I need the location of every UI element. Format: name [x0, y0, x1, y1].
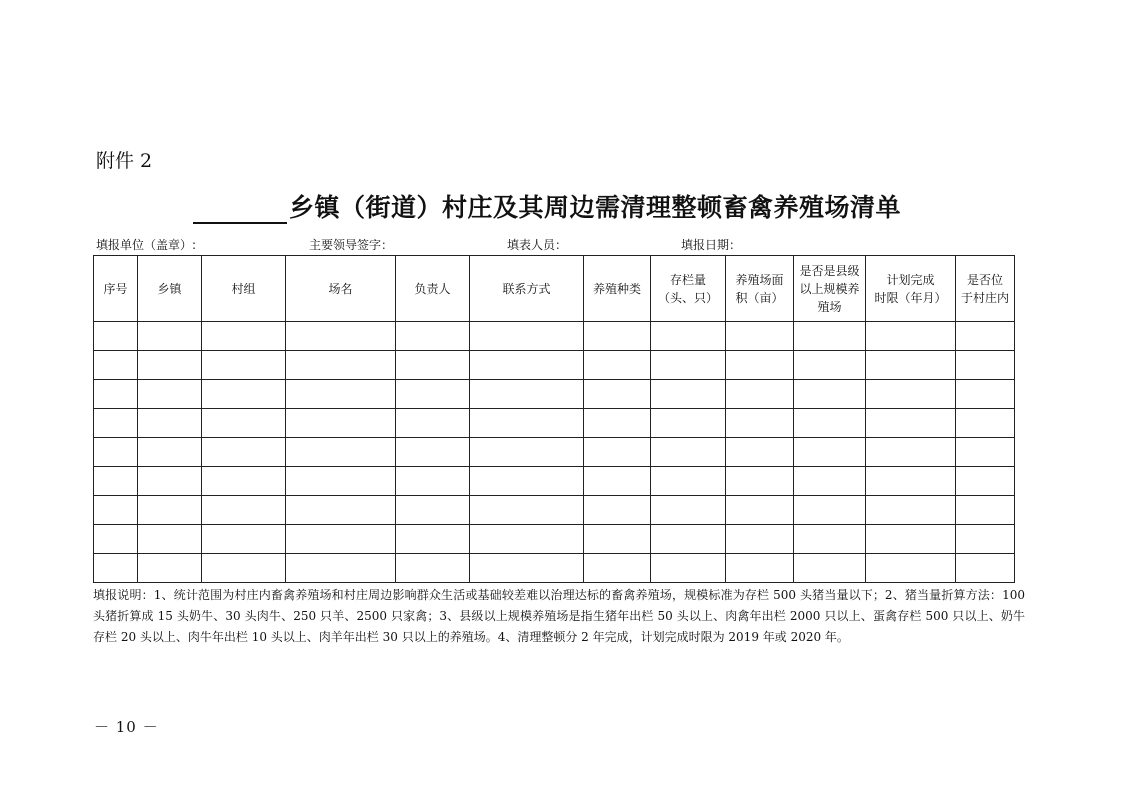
table-row [94, 438, 1015, 467]
table-cell [202, 380, 286, 409]
table-cell [286, 380, 396, 409]
table-cell [794, 554, 866, 583]
table-cell [584, 351, 651, 380]
title-blank-line [193, 194, 287, 224]
header-cell: 序号 [94, 256, 138, 322]
header-cell: 是否位 于村庄内 [956, 256, 1015, 322]
table-cell [94, 409, 138, 438]
table-row [94, 554, 1015, 583]
table-cell [138, 322, 202, 351]
table-cell [866, 438, 956, 467]
table-cell [866, 380, 956, 409]
table-cell [396, 409, 470, 438]
table-cell [726, 496, 794, 525]
table-cell [726, 554, 794, 583]
table-cell [202, 438, 286, 467]
table-cell [726, 467, 794, 496]
table-row [94, 380, 1015, 409]
table-cell [956, 322, 1015, 351]
table-cell [726, 322, 794, 351]
table-cell [138, 525, 202, 554]
table-cell [726, 380, 794, 409]
table-cell [794, 438, 866, 467]
table-cell [286, 351, 396, 380]
document-title [193, 188, 953, 228]
table-cell [726, 351, 794, 380]
table-cell [396, 467, 470, 496]
table-cell [866, 554, 956, 583]
table-cell [396, 380, 470, 409]
table-cell [584, 380, 651, 409]
table-cell [866, 467, 956, 496]
table-cell [651, 438, 726, 467]
header-cell: 场名 [286, 256, 396, 322]
annex-label: 附件 2 [96, 150, 153, 172]
table-cell [94, 322, 138, 351]
header-cell: 是否是县级 以上规模养 殖场 [794, 256, 866, 322]
table-cell [94, 467, 138, 496]
header-cell: 负责人 [396, 256, 470, 322]
table-cell [286, 409, 396, 438]
table-cell [866, 351, 956, 380]
table-cell [138, 496, 202, 525]
table-cell [794, 322, 866, 351]
table-cell [202, 322, 286, 351]
fill-info-row [96, 236, 1016, 254]
table-cell [470, 554, 584, 583]
table-cell [794, 496, 866, 525]
table-cell [396, 351, 470, 380]
table-cell [396, 322, 470, 351]
table-cell [94, 380, 138, 409]
table-body [94, 322, 1015, 583]
table-cell [651, 525, 726, 554]
header-cell: 养殖场面 积（亩） [726, 256, 794, 322]
header-cell: 计划完成 时限（年月） [866, 256, 956, 322]
table-cell [202, 554, 286, 583]
title-text: 乡镇（街道）村庄及其周边需清理整顿畜禽养殖场清单 [289, 193, 902, 222]
table-cell [794, 380, 866, 409]
table-cell [956, 409, 1015, 438]
table-cell [956, 467, 1015, 496]
table-row [94, 467, 1015, 496]
table-cell [651, 351, 726, 380]
table-header-row [94, 256, 1015, 322]
fill-field-filler: 填表人员： [507, 238, 568, 252]
fill-field-date: 填报日期： [681, 238, 742, 252]
table-cell [138, 467, 202, 496]
table-cell [794, 525, 866, 554]
table-cell [396, 554, 470, 583]
table-cell [956, 380, 1015, 409]
table-cell [396, 438, 470, 467]
table-cell [286, 554, 396, 583]
table-cell [286, 525, 396, 554]
table-cell [584, 322, 651, 351]
table-cell [470, 322, 584, 351]
table-cell [584, 467, 651, 496]
table-cell [726, 438, 794, 467]
table-cell [94, 351, 138, 380]
table-cell [286, 467, 396, 496]
header-cell: 乡镇 [138, 256, 202, 322]
table-cell [956, 554, 1015, 583]
fill-instructions: 填报说明：1、统计范围为村庄内畜禽养殖场和村庄周边影响群众生活或基础较差难以治理达标的畜禽养殖场，规模标准为存栏 500 头猪当量以下；2、猪当量折算方法：100 头猪折算成 15 头奶牛、30 头肉牛、250 只羊、2500 只家禽；3、县级以上规模养殖场是指生猪年出栏 50 头以上、肉禽年出栏 2000 只以上、蛋禽存栏 500 只以上、奶牛存栏 20 头以上、肉牛年出栏 10 头以上、肉羊年出栏 30 只以上的养殖场。4、清理整顿分 2 年完成，计划完成时限为 2019 年或 2020 年。 [93, 588, 1025, 644]
table-cell [202, 409, 286, 438]
table-cell [94, 525, 138, 554]
table-cell [470, 351, 584, 380]
table-cell [470, 525, 584, 554]
table-cell [138, 351, 202, 380]
table-cell [286, 322, 396, 351]
table-cell [286, 438, 396, 467]
table-cell [138, 380, 202, 409]
table-cell [470, 380, 584, 409]
table-row [94, 409, 1015, 438]
table-cell [584, 438, 651, 467]
table-cell [94, 438, 138, 467]
table-cell [651, 322, 726, 351]
table-cell [286, 496, 396, 525]
table-cell [956, 496, 1015, 525]
table-cell [794, 351, 866, 380]
page-number: － 10 － [94, 718, 159, 736]
table-cell [94, 496, 138, 525]
table-cell [866, 525, 956, 554]
table-cell [651, 409, 726, 438]
table-cell [470, 438, 584, 467]
table-cell [396, 496, 470, 525]
table-cell [866, 496, 956, 525]
table-cell [202, 496, 286, 525]
table-cell [202, 525, 286, 554]
table-cell [651, 467, 726, 496]
header-cell: 养殖种类 [584, 256, 651, 322]
table-cell [470, 409, 584, 438]
table-row [94, 322, 1015, 351]
table-cell [138, 438, 202, 467]
table-row [94, 496, 1015, 525]
table-cell [94, 554, 138, 583]
table-cell [726, 409, 794, 438]
table-cell [726, 525, 794, 554]
fill-field-unit: 填报单位（盖章）: [96, 238, 197, 252]
table-cell [956, 351, 1015, 380]
table-cell [956, 525, 1015, 554]
farm-list-table [93, 255, 1015, 583]
table-cell [470, 467, 584, 496]
table-cell [202, 351, 286, 380]
table-cell [651, 496, 726, 525]
table-cell [396, 525, 470, 554]
header-cell: 存栏量 （头、只） [651, 256, 726, 322]
table-cell [584, 525, 651, 554]
table-cell [651, 554, 726, 583]
table-cell [651, 380, 726, 409]
fill-field-leader-signature: 主要领导签字： [309, 238, 394, 252]
table-cell [866, 322, 956, 351]
table-row [94, 525, 1015, 554]
table-row [94, 351, 1015, 380]
table-cell [584, 554, 651, 583]
table-cell [584, 409, 651, 438]
header-cell: 联系方式 [470, 256, 584, 322]
table-cell [866, 409, 956, 438]
table-cell [584, 496, 651, 525]
table-cell [470, 496, 584, 525]
table-cell [794, 409, 866, 438]
table-cell [202, 467, 286, 496]
table-cell [956, 438, 1015, 467]
table-cell [794, 467, 866, 496]
table-cell [138, 409, 202, 438]
table-cell [138, 554, 202, 583]
header-cell: 村组 [202, 256, 286, 322]
